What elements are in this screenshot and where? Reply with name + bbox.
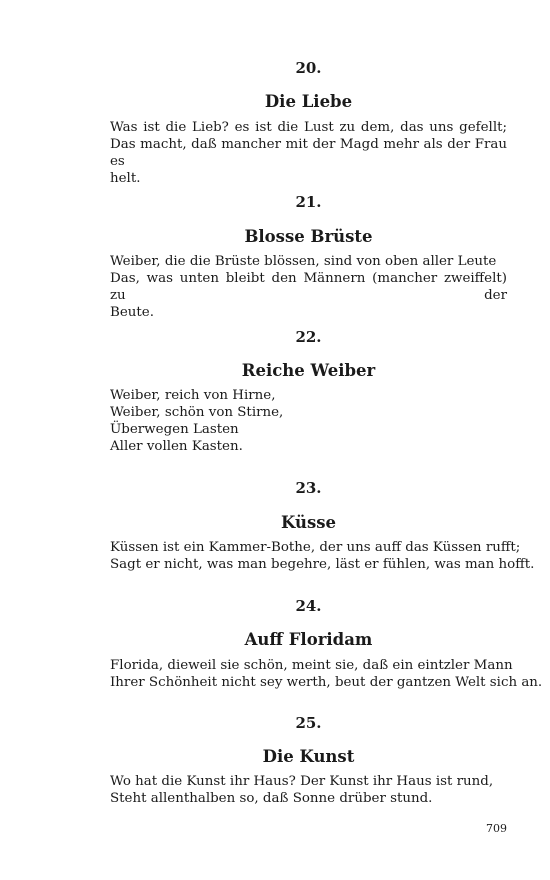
poem-line: Beute. (110, 305, 154, 320)
poem-line: Aller vollen Kasten. (110, 439, 243, 454)
poem-line: Überwegen Lasten (110, 422, 239, 437)
page-number: 709 (486, 822, 507, 835)
poem-title: Die Liebe (264, 92, 353, 111)
poem-title: Blosse Brüste (244, 227, 373, 246)
poem-body (110, 539, 535, 573)
poem-title: Küsse (280, 513, 337, 532)
poem-title: Auff Floridam (244, 630, 373, 649)
poem-title: Die Kunst (262, 747, 355, 766)
poem-line: Weiber, die die Brüste blössen, sind von oben aller Leute (110, 254, 497, 269)
poem-body (110, 773, 507, 807)
poem-line: Was ist die Lieb? es ist die Lust zu dem, das uns gefellt; (110, 120, 507, 135)
poem-body (110, 119, 507, 187)
poem-line: Sagt er nicht, was man begehre, läst er fühlen, was man hofft. (110, 557, 535, 572)
poem-title: Reiche Weiber (241, 361, 376, 380)
poem-number: 25. (295, 714, 322, 732)
poem-line: Wo hat die Kunst ihr Haus? Der Kunst ihr Haus ist rund, (110, 774, 494, 789)
poem-line: Küssen ist ein Kammer-Bothe, der uns auff das Küssen rufft; (110, 540, 521, 555)
poem-line: Ihrer Schönheit nicht sey werth, beut der gantzen Welt sich an. (110, 675, 543, 690)
poem-body (110, 387, 507, 455)
poem-line: Florida, dieweil sie schön, meint sie, daß ein eintzler Mann (110, 658, 513, 673)
poem-justified-lines (110, 253, 507, 321)
poem-number: 24. (295, 597, 322, 615)
poem-number: 22. (295, 328, 322, 346)
poem-justified-lines (110, 119, 507, 187)
poem-line: Das, was unten bleibt den Männern (mancher zweiffelt) zu der (110, 271, 507, 303)
poem-number: 23. (295, 479, 322, 497)
poem-body (110, 657, 543, 691)
poem-line: Weiber, reich von Hirne, (110, 388, 276, 403)
poem-body (110, 253, 507, 321)
poem-number: 21. (295, 193, 322, 211)
poem-number: 20. (295, 59, 322, 77)
poem-line: Weiber, schön von Stirne, (110, 405, 284, 420)
poem-line: helt. (110, 171, 141, 186)
poem-line: Steht allenthalben so, daß Sonne drüber stund. (110, 791, 433, 806)
poem-line: Das macht, daß mancher mit der Magd mehr als der Frau es (110, 137, 507, 169)
